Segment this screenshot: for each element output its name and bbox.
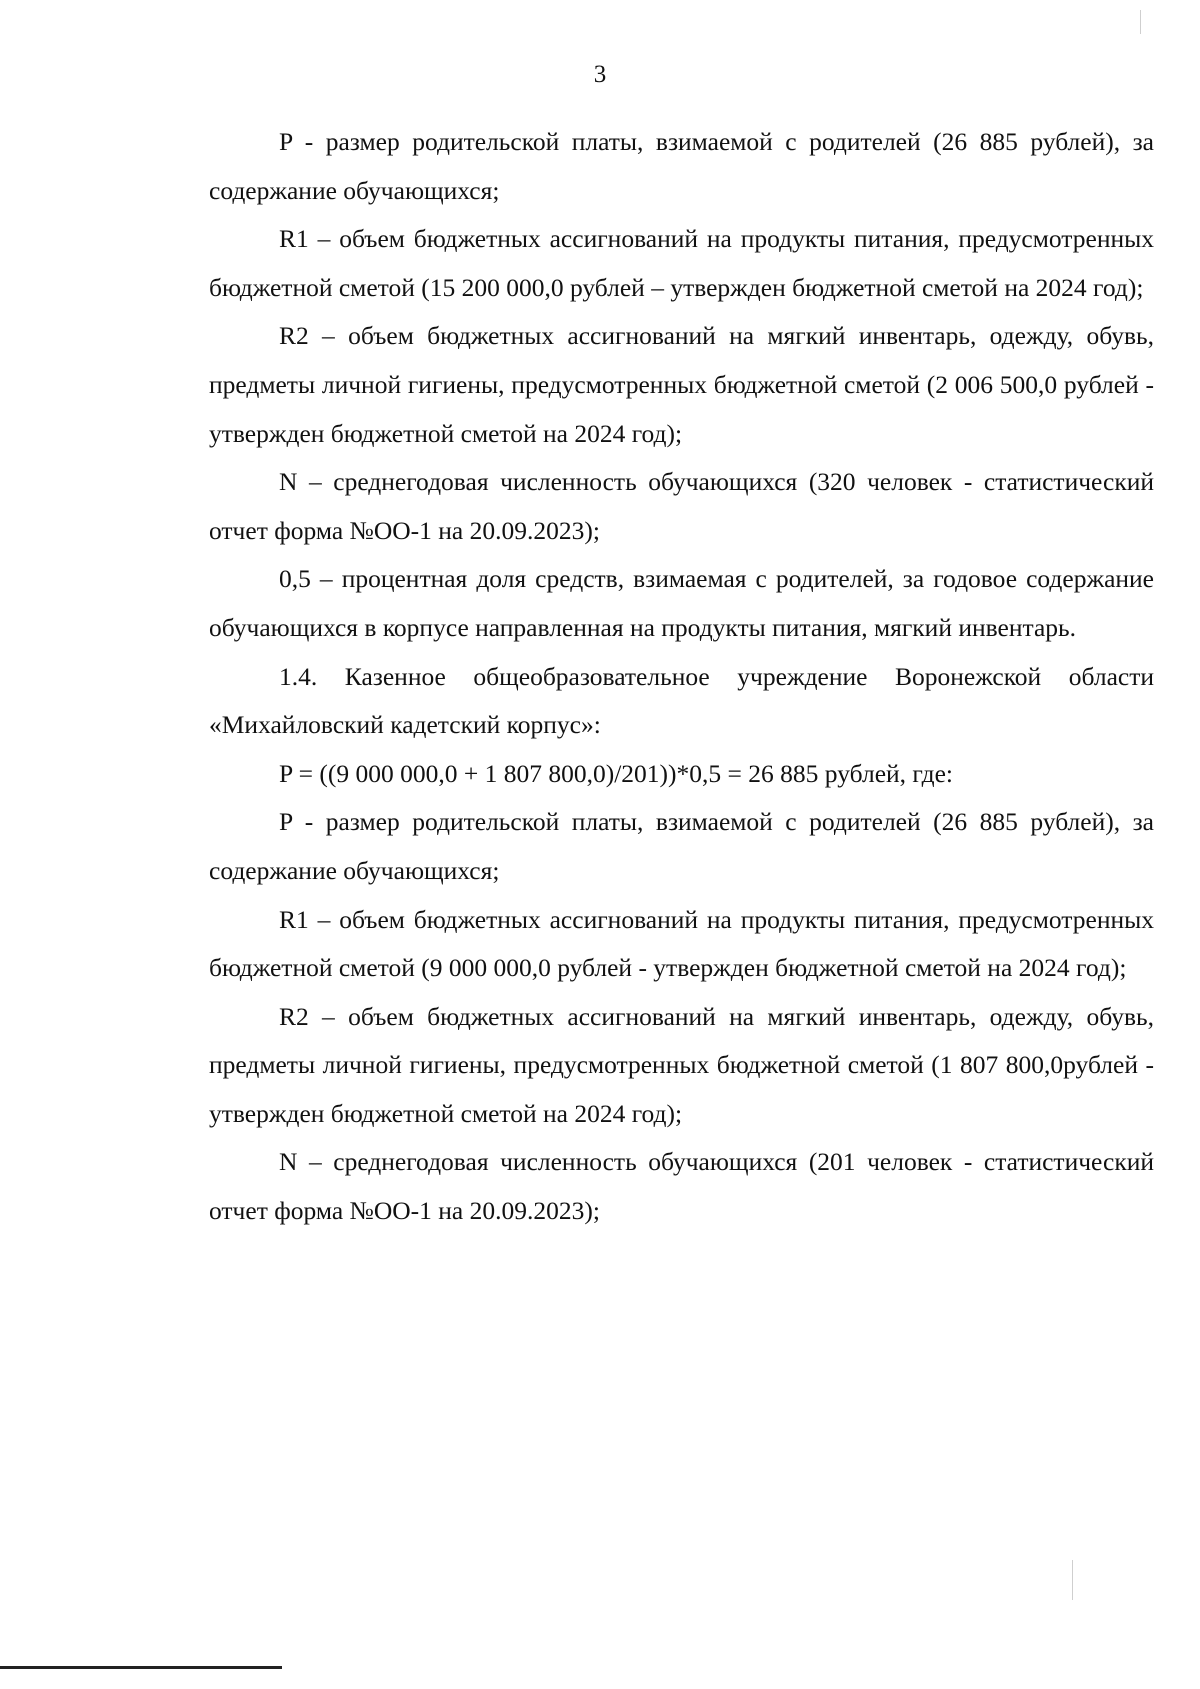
paragraph-n-definition: N – среднегодовая численность обучающихся (320 человек - статистический отчет форма №ОО-1 на 20.09.2023);	[209, 467, 1154, 545]
paragraph-r1-definition-2: R1 – объем бюджетных ассигнований на продукты питания, предусмотренных бюджетной сметой (9 000 000,0 рублей - утвержден бюджетной сметой на 2024 год);	[209, 904, 1154, 983]
page-number: 3	[593, 61, 607, 88]
paragraph-p-definition: P - размер родительской платы, взимаемой с родителей (26 885 рублей), за содержание обучающихся;	[209, 127, 1154, 205]
paragraph-n-definition-2: N – среднегодовая численность обучающихся (201 человек - статистический отчет форма №ОО-1 на 20.09.2023);	[209, 1147, 1154, 1226]
paragraph-r2-definition-2: R2 – объем бюджетных ассигнований на мягкий инвентарь, одежду, обувь, предметы личной гигиены, предусмотренных бюджетной сметой (1 807 800,0рублей - утвержден бюджетной сметой на 2024 год);	[209, 1001, 1154, 1128]
paragraph-p-definition-2: P - размер родительской платы, взимаемой с родителей (26 885 рублей), за содержание обучающихся;	[209, 807, 1154, 885]
paragraph-formula: P = ((9 000 000,0 + 1 807 800,0)/201))*0,5 = 26 885 рублей, где:	[279, 758, 953, 788]
document-body	[209, 118, 1154, 1236]
scan-artifact	[1072, 1560, 1073, 1600]
paragraph-share-definition: 0,5 – процентная доля средств, взимаемая с родителей, за годовое содержание обучающихся в корпусе направленная на продукты питания, мягкий инвентарь.	[209, 564, 1154, 642]
scan-artifact	[1140, 10, 1141, 34]
paragraph-r2-definition: R2 – объем бюджетных ассигнований на мягкий инвентарь, одежду, обувь, предметы личной гигиены, предусмотренных бюджетной сметой (2 006 500,0 рублей - утвержден бюджетной сметой на 2024 год);	[209, 321, 1154, 448]
paragraph-r1-definition: R1 – объем бюджетных ассигнований на продукты питания, предусмотренных бюджетной сметой (15 200 000,0 рублей – утвержден бюджетной сметой на 2024 год);	[209, 224, 1154, 302]
paragraph-section-heading: 1.4. Казенное общеобразовательное учреждение Воронежской области «Михайловский кадетский корпус»:	[209, 661, 1154, 740]
scan-edge-line	[0, 1666, 282, 1669]
